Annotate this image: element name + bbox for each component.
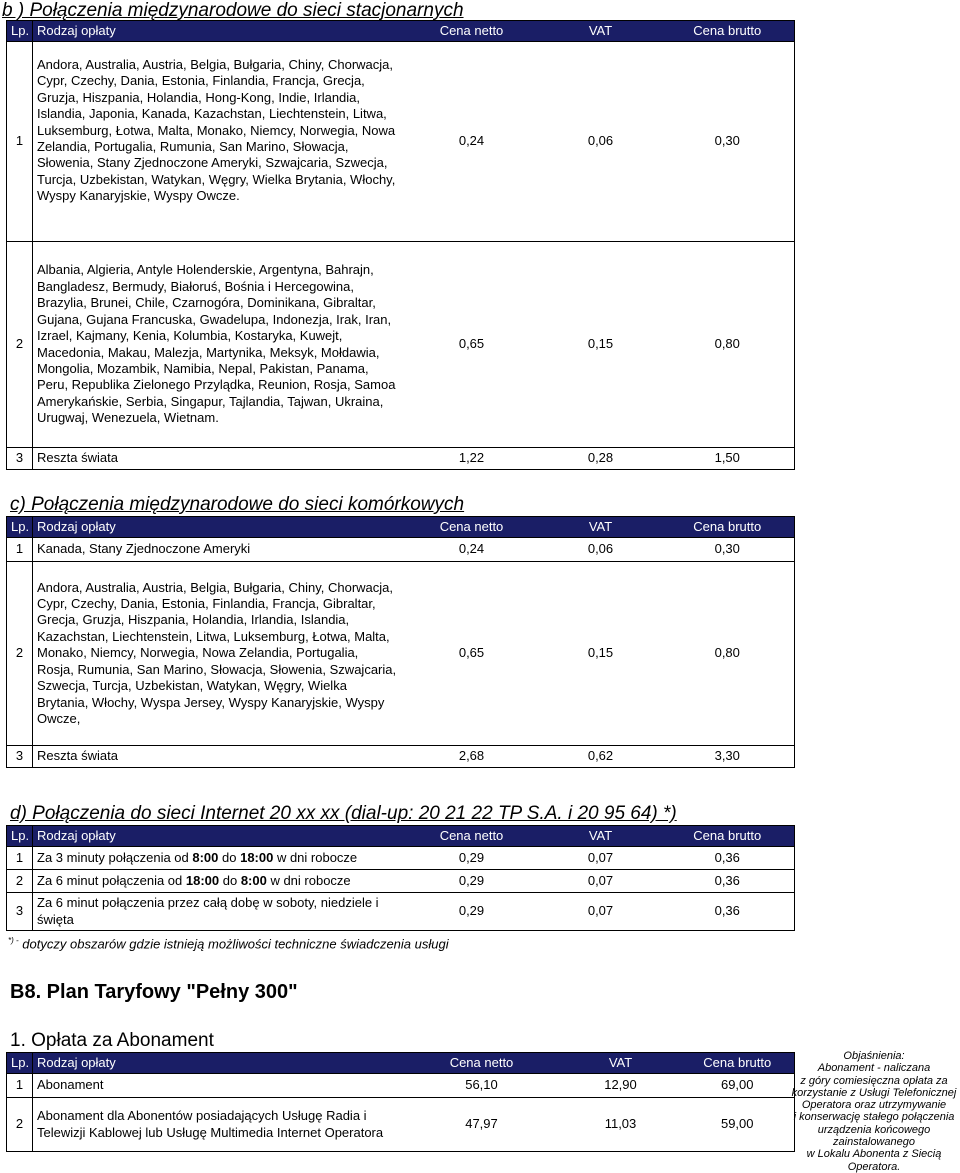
row-desc: Abonament [33,1074,403,1098]
row-netto: 0,29 [403,893,541,931]
row-lp: 3 [7,893,33,931]
row-vat: 0,06 [541,538,661,562]
abonament-title: 1. Opłata za Abonament [10,1030,214,1051]
row-vat: 0,62 [541,746,661,768]
row-brutto: 0,30 [661,538,795,562]
table-header-row [7,517,795,538]
section-c-title: c) Połączenia międzynarodowe do sieci komórkowych [10,494,465,515]
row-vat: 0,07 [541,847,661,870]
table-row [7,1098,795,1152]
row-desc: Reszta świata [33,448,403,470]
footnote-mark: *) - [8,936,19,945]
row-desc [33,870,403,893]
row-desc: Kanada, Stany Zjednoczone Ameryki [33,538,403,562]
header-vat: VAT [541,21,661,42]
row-desc: Za 6 minut połączenia przez całą dobę w soboty, niedziele i święta [33,893,403,931]
row-vat: 0,15 [541,562,661,746]
row-time-to: 18:00 [240,849,274,865]
header-netto: Cena netto [403,517,541,538]
table-intl-fixed [6,20,795,470]
row-netto: 0,24 [403,538,541,562]
row-time-to: 8:00 [240,872,267,888]
row-netto: 56,10 [403,1074,561,1098]
row-lp: 1 [7,1074,33,1098]
header-vat: VAT [541,517,661,538]
header-rodzaj: Rodzaj opłaty [33,21,403,42]
header-lp: Lp. [7,826,33,847]
row-desc: Andora, Australia, Austria, Belgia, Bułgaria, Chiny, Chorwacja, Cypr, Czechy, Dania, Estonia, Finlandia, Francja, Gibraltar, Grecja, Gruzja, Hiszpania, Holandia, Irlandia, Islandia, Kazachstan, Liechtenstein, Litwa, Luksemburg, Łotwa, Malta, Monako, Niemcy, Norwegia, Nowa Zelandia, Portugalia, Rosja, Rumunia, San Marino, Słowacja, Słowenia, Szwajcaria, Szwecja, Turcja, Uzbekistan, Watykan, Węgry, Wielka Brytania, Włochy, Wyspa Jersey, Wyspy Kanaryjskie, Wyspy Owcze, [33,562,403,746]
row-lp: 2 [7,562,33,746]
header-lp: Lp. [7,1053,33,1074]
header-rodzaj: Rodzaj opłaty [33,1053,403,1074]
table-row [7,538,795,562]
row-brutto: 0,80 [661,242,795,448]
header-netto: Cena netto [403,1053,561,1074]
explanation-line: Objaśnienia: [843,1050,905,1062]
explanation-line: Operatora. [847,1160,901,1173]
row-lp: 1 [7,42,33,242]
table-row [7,1074,795,1098]
header-netto: Cena netto [403,21,541,42]
row-lp: 2 [7,1098,33,1152]
footnote [8,936,449,951]
table-row [7,562,795,746]
row-desc: Andora, Australia, Austria, Belgia, Bułgaria, Chiny, Chorwacja, Cypr, Czechy, Dania, Estonia, Finlandia, Francja, Grecja, Gruzja, Hiszpania, Holandia, Hong-Kong, Indie, Irlandia, Islandia, Japonia, Kanada, Kazachstan, Liechtenstein, Litwa, Luksemburg, Łotwa, Malta, Monako, Niemcy, Norwegia, Nowa Zelandia, Portugalia, Rumunia, San Marino, Słowacja, Słowenia, Stany Zjednoczone Ameryki, Szwajcaria, Szwecja, Turcja, Uzbekistan, Watykan, Węgry, Wielka Brytania, Włochy, Wyspy Kanaryjskie, Wyspy Owcze. [33,42,403,242]
explanation-line: z góry comiesięczna opłata za [800,1074,948,1087]
row-brutto: 0,30 [661,42,795,242]
row-desc-text: do [219,872,241,888]
row-desc [33,847,403,870]
header-brutto: Cena brutto [661,826,795,847]
row-vat: 0,06 [541,42,661,242]
header-brutto: Cena brutto [661,517,795,538]
explanation-line: Abonament - naliczana [817,1062,931,1075]
section-b-title: b ) Połączenia międzynarodowe do sieci stacjonarnych [2,0,464,21]
row-desc-text: w dni robocze [273,849,358,865]
header-rodzaj: Rodzaj opłaty [33,517,403,538]
row-brutto: 0,36 [661,870,795,893]
table-abonament [6,1052,795,1152]
row-desc: Abonament dla Abonentów posiadających Usługę Radia i Telewizji Kablowej lub Usługę Multimedia Internet Operatora [33,1098,403,1152]
table-row [7,42,795,242]
row-lp: 1 [7,538,33,562]
table-header-row [7,1053,795,1074]
section-d-title: d) Połączenia do sieci Internet 20 xx xx (dial-up: 20 21 22 TP S.A. i 20 95 64) *) [10,803,677,824]
row-brutto: 0,80 [661,562,795,746]
plan-title: B8. Plan Taryfowy "Pełny 300" [10,981,298,1003]
row-desc-text: Za 6 minut połączenia od [37,872,186,888]
row-vat: 0,07 [541,893,661,931]
explanation-line: korzystanie z Usługi Telefonicznej [791,1086,957,1099]
explanation-line: Operatora oraz utrzymywanie [801,1099,947,1112]
header-rodzaj: Rodzaj opłaty [33,826,403,847]
header-brutto: Cena brutto [681,1053,795,1074]
table-row [7,847,795,870]
table-row [7,242,795,448]
row-netto: 0,29 [403,847,541,870]
header-vat: VAT [541,826,661,847]
explanation-line: i konserwację stałego połączenia [793,1111,955,1124]
header-netto: Cena netto [403,826,541,847]
row-vat: 11,03 [561,1098,681,1152]
header-lp: Lp. [7,517,33,538]
table-row [7,746,795,768]
row-netto: 0,65 [403,242,541,448]
table-row [7,870,795,893]
table-row [7,448,795,470]
table-row [7,893,795,931]
explanation-line: zainstalowanego [833,1136,915,1149]
row-brutto: 0,36 [661,893,795,931]
row-brutto: 3,30 [661,746,795,768]
row-desc: Albania, Algieria, Antyle Holenderskie, Argentyna, Bahrajn, Bangladesz, Bermudy, Białoruś, Bośnia i Hercegowina, Brazylia, Brunei, Chile, Czarnogóra, Dominikana, Gibraltar, Gujana, Gujana Francuska, Gwadelupa, Indonezja, Irak, Iran, Izrael, Kajmany, Kenia, Kolumbia, Kostaryka, Kuwejt, Macedonia, Makau, Malezja, Martynika, Meksyk, Mołdawia, Mongolia, Mozambik, Namibia, Nepal, Pakistan, Panama, Peru, Republika Zielonego Przylądka, Reunion, Rosja, Samoa Amerykańskie, Serbia, Singapur, Tajlandia, Tajwan, Ukraina, Urugwaj, Wenezuela, Wietnam. [33,242,403,448]
row-lp: 2 [7,242,33,448]
row-netto: 0,29 [403,870,541,893]
row-vat: 12,90 [561,1074,681,1098]
row-lp: 3 [7,746,33,768]
row-lp: 1 [7,847,33,870]
footnote-text: dotyczy obszarów gdzie istnieją możliwości techniczne świadczenia usługi [22,936,449,952]
row-lp: 3 [7,448,33,470]
row-brutto: 0,36 [661,847,795,870]
row-desc-text: Za 3 minuty połączenia od [37,849,193,865]
row-netto: 47,97 [403,1098,561,1152]
explanation-note [790,1050,958,1173]
row-netto: 0,24 [403,42,541,242]
row-brutto: 59,00 [681,1098,795,1152]
row-netto: 0,65 [403,562,541,746]
row-netto: 1,22 [403,448,541,470]
header-lp: Lp. [7,21,33,42]
explanation-line: w Lokalu Abonenta z Siecią [806,1148,942,1161]
row-time-from: 18:00 [185,872,220,888]
table-header-row [7,21,795,42]
row-time-from: 8:00 [192,849,219,865]
row-vat: 0,15 [541,242,661,448]
row-lp: 2 [7,870,33,893]
row-brutto: 69,00 [681,1074,795,1098]
row-brutto: 1,50 [661,448,795,470]
row-vat: 0,28 [541,448,661,470]
explanation-line: urządzenia końcowego [817,1123,931,1136]
row-vat: 0,07 [541,870,661,893]
row-desc-text: w dni robocze [266,872,351,888]
header-vat: VAT [561,1053,681,1074]
header-brutto: Cena brutto [661,21,795,42]
row-netto: 2,68 [403,746,541,768]
row-desc: Reszta świata [33,746,403,768]
table-internet [6,825,795,931]
table-intl-mobile [6,516,795,768]
table-header-row [7,826,795,847]
row-desc-text: do [218,849,241,865]
